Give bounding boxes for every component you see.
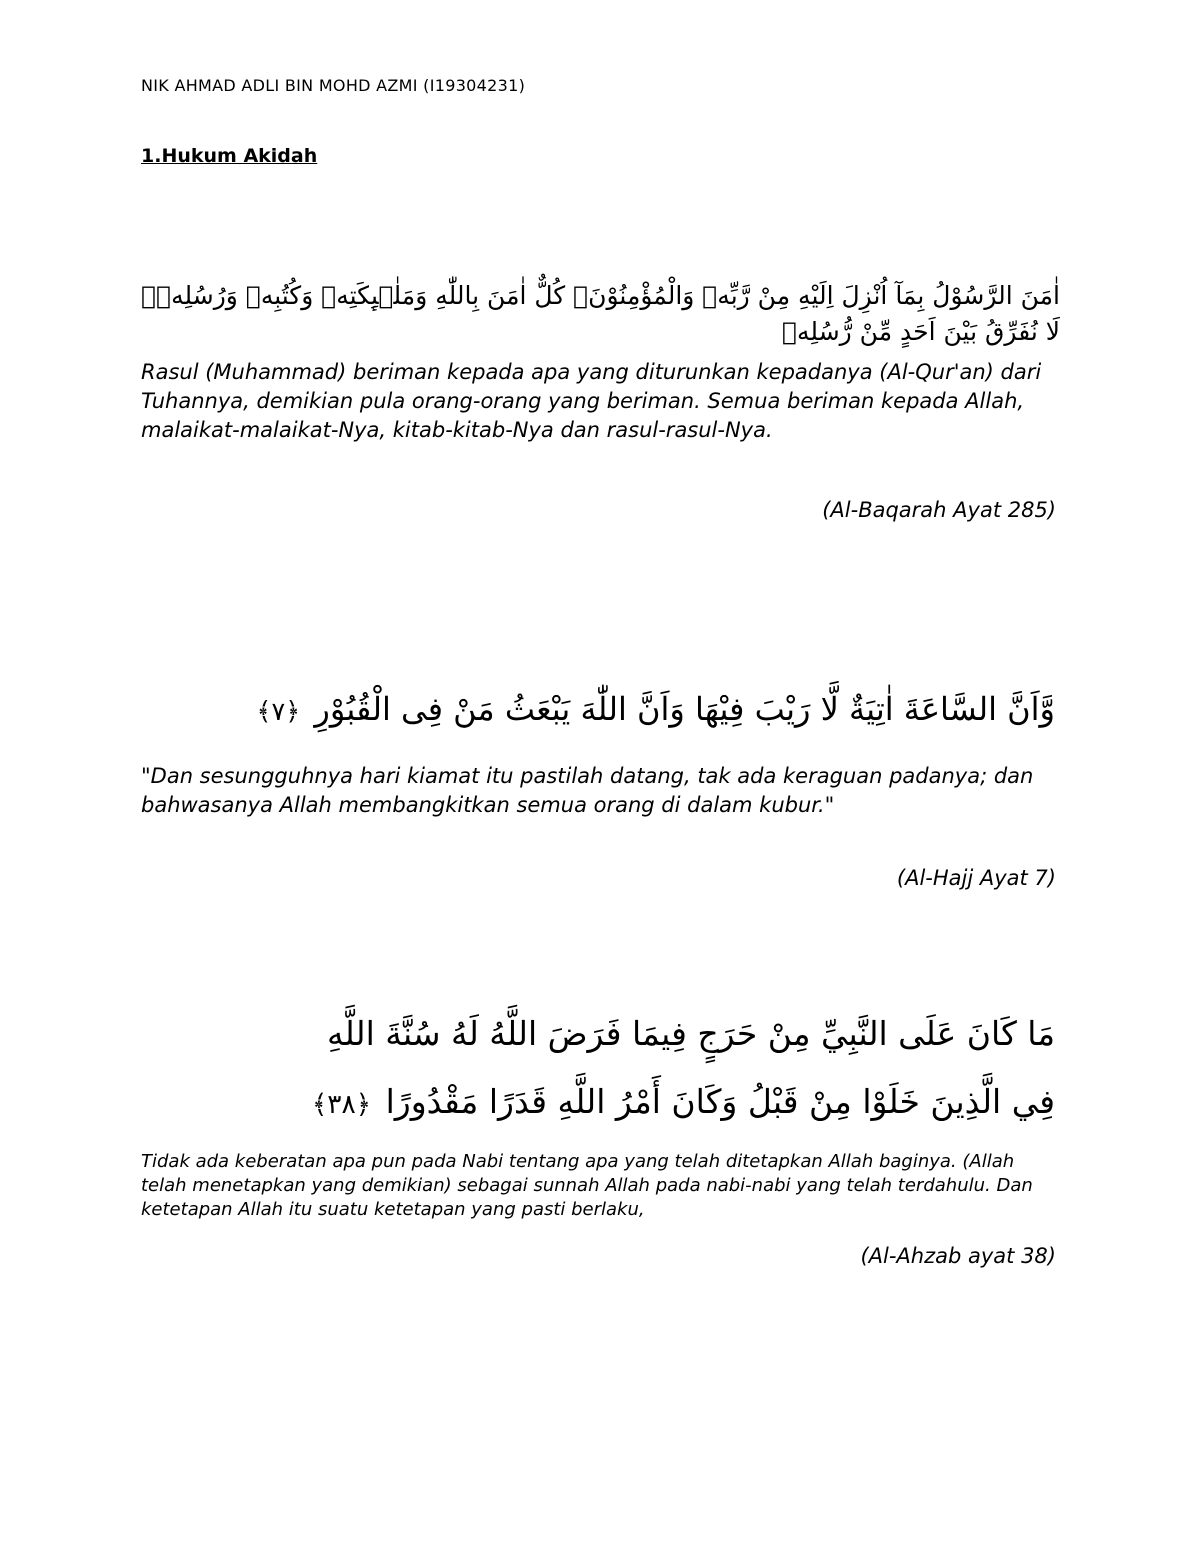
verse-reference-2: (Al-Hajj Ayat 7) (896, 866, 1056, 890)
author-header: NIK AHMAD ADLI BIN MOHD AZMI (I19304231) (141, 76, 526, 95)
translation-2: "Dan sesungguhnya hari kiamat itu pastilah datang, tak ada keraguan padanya; dan bahwasanya Allah membangkitkan semua orang di dalam kubur." (141, 764, 1034, 817)
translation-1: Rasul (Muhammad) beriman kepada apa yang diturunkan kepadanya (Al-Qur'an) dari Tuhannya, demikian pula orang-orang yang beriman. Semua beriman kepada Allah, malaikat-malaikat-Nya, kitab-kitab-Nya dan rasul-rasul-Nya. (141, 360, 1042, 442)
ayah-number-mark-3: ﴿٣٨﴾ (311, 1089, 372, 1120)
verse-reference-1: (Al-Baqarah Ayat 285) (822, 498, 1056, 522)
section-title: 1.Hukum Akidah (141, 145, 318, 167)
ayah-number-mark-2: ﴿٧﴾ (256, 697, 301, 727)
translation-3: Tidak ada keberatan apa pun pada Nabi tentang apa yang telah ditetapkan Allah baginya. (Allah telah menetapkan yang demikian) sebagai sunnah Allah pada nabi-nabi yang telah terdahulu. Dan ketetapan Allah itu suatu ketetapan yang pasti berlaku, (141, 1151, 1033, 1220)
arabic-verse-3 (300, 1000, 1055, 1139)
arabic-verse-2 (140, 684, 1055, 737)
arabic-verse-2-text: وَّاَنَّ السَّاعَةَ اٰتِيَةٌ لَّا رَيْبَ فِيْهَا وَاَنَّ اللّٰهَ يَبْعَثُ مَنْ فِى الْقُبُوْرِ (314, 690, 1055, 728)
verse-reference-3: (Al-Ahzab ayat 38) (860, 1244, 1056, 1268)
arabic-verse-1-text: اٰمَنَ الرَّسُوْلُ بِمَآ اُنْزِلَ اِلَيْهِ مِنْ رَّبِّهٖ وَالْمُؤْمِنُوْنَۗ كُلٌّ اٰمَنَ بِاللّٰهِ وَمَلٰۤىِٕكَتِهٖ وَكُتُبِهٖ وَرُسُلِهٖۗ لَا نُفَرِّقُ بَيْنَ اَحَدٍ مِّنْ رُّسُلِهٖ (141, 281, 1060, 346)
arabic-verse-3-text: مَا كَانَ عَلَى النَّبِيِّ مِنْ حَرَجٍ فِيمَا فَرَضَ اللَّهُ لَهُ سُنَّةَ اللَّهِ فِي الَّذِينَ خَلَوْا مِنْ قَبْلُ وَكَانَ أَمْرُ اللَّهِ قَدَرًا مَقْدُورًا (326, 1014, 1055, 1121)
arabic-verse-1 (140, 278, 1060, 350)
